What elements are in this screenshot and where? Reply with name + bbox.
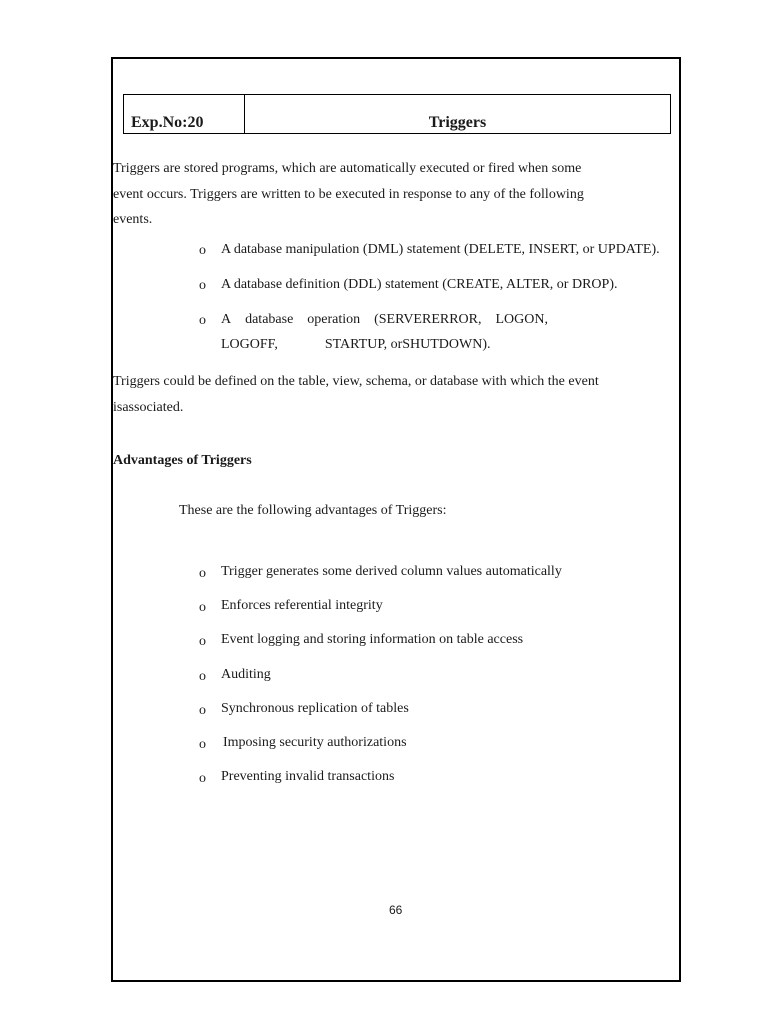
paragraph-line: Triggers are stored programs, which are automatically executed or fired when some (113, 161, 582, 176)
word: STARTUP, orSHUTDOWN). (324, 337, 491, 352)
paragraph-line: isassociated. (113, 399, 184, 415)
event-bullet-operation-line2 (221, 337, 491, 353)
intro-paragraph (113, 156, 613, 233)
bullet-marker: o (199, 703, 206, 718)
advantage-item: Enforces referential integrity (221, 598, 383, 613)
advantages-intro: These are the following advantages of Triggers: (179, 503, 447, 518)
bullet-marker: o (199, 634, 206, 649)
experiment-number: Exp.No:20 (124, 95, 245, 133)
advantage-item: Event logging and storing information on table access (221, 632, 524, 647)
paragraph-line: events. (113, 212, 153, 227)
paragraph-line: Triggers could be defined on the table, view, schema, or database with which the event (113, 374, 599, 389)
paragraph-line: event occurs. Triggers are written to be executed in response to any of the following (113, 186, 584, 202)
bullet-marker: o (199, 771, 206, 786)
bullet-marker: o (199, 737, 206, 752)
event-bullet-operation-line1 (221, 312, 548, 328)
word: (SERVERERROR, (374, 312, 482, 327)
advantages-heading: Advantages of Triggers (113, 453, 252, 468)
bullet-marker: o (199, 669, 206, 684)
word: database (245, 312, 294, 327)
advantage-item: Synchronous replication of tables (221, 701, 409, 716)
word: LOGOFF, (221, 337, 278, 352)
bullet-marker: o (199, 243, 206, 258)
bullet-marker: o (199, 313, 206, 328)
bullet-marker: o (199, 278, 206, 293)
event-bullet-dml: A database manipulation (DML) statement (DELETE, INSERT, or UPDATE). (221, 242, 660, 257)
event-bullet-ddl: A database definition (DDL) statement (CREATE, ALTER, or DROP). (221, 277, 618, 292)
word: operation (307, 312, 361, 327)
defined-paragraph (113, 369, 613, 420)
word: LOGON, (495, 312, 548, 327)
bullet-marker: o (199, 600, 206, 615)
word: A (221, 312, 232, 327)
advantage-item: Preventing invalid transactions (221, 769, 395, 784)
advantage-item: Auditing (221, 667, 271, 682)
header-table (123, 94, 671, 134)
bullet-marker: o (199, 566, 206, 581)
page-title: Triggers (428, 114, 487, 131)
page-number: 66 (389, 903, 403, 917)
advantage-item: Imposing security authorizations (223, 735, 407, 750)
advantage-item: Trigger generates some derived column values automatically (221, 564, 562, 579)
